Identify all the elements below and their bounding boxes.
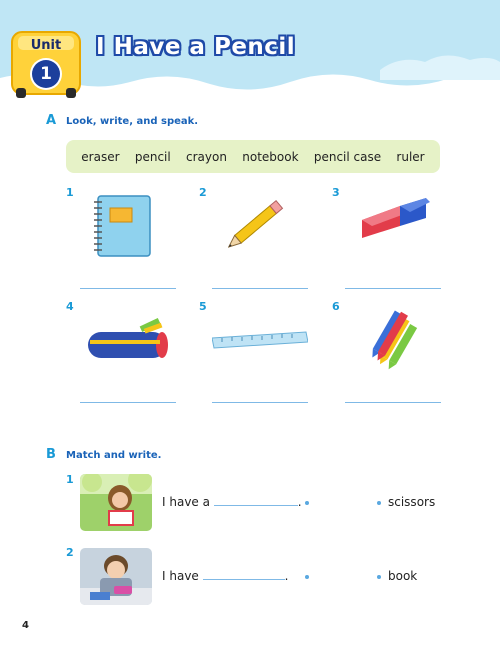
sentence-suffix: . bbox=[297, 495, 302, 509]
girl-reading-book-photo bbox=[80, 474, 152, 531]
section-b-letter: B bbox=[46, 447, 56, 462]
word-bank-item: notebook bbox=[242, 149, 299, 164]
word-bank-item: pencil bbox=[134, 149, 171, 164]
section-b-instruction: Match and write. bbox=[66, 450, 162, 461]
item-number: 2 bbox=[199, 186, 207, 199]
item-number: 6 bbox=[332, 300, 340, 313]
page-number: 4 bbox=[22, 620, 29, 631]
eraser-icon bbox=[356, 192, 430, 244]
section-a-instruction: Look, write, and speak. bbox=[66, 116, 199, 127]
sentence-prefix: I have a bbox=[162, 495, 210, 509]
boy-with-scissors-photo bbox=[80, 548, 152, 605]
item-number: 1 bbox=[66, 186, 74, 199]
match-answer: scissors bbox=[388, 495, 436, 509]
notebook-icon bbox=[90, 192, 154, 260]
item-number: 5 bbox=[199, 300, 207, 313]
unit-number: 1 bbox=[32, 60, 60, 88]
row-number: 2 bbox=[66, 546, 74, 559]
sentence-2 bbox=[162, 569, 288, 583]
crayons-icon bbox=[366, 308, 422, 372]
sentence-prefix: I have bbox=[162, 569, 199, 583]
unit-label: Unit bbox=[30, 38, 62, 53]
word-bank bbox=[66, 140, 440, 173]
section-a-letter: A bbox=[46, 113, 57, 128]
word-bank-item: ruler bbox=[396, 149, 425, 164]
page-title: I Have a Pencil bbox=[96, 34, 296, 60]
row-number: 1 bbox=[66, 473, 74, 486]
answer-line[interactable] bbox=[345, 402, 441, 403]
match-answer: book bbox=[388, 569, 418, 583]
answer-line[interactable] bbox=[80, 402, 176, 403]
sentence-blank[interactable] bbox=[203, 579, 285, 580]
answer-line[interactable] bbox=[212, 288, 308, 289]
item-number: 4 bbox=[66, 300, 74, 313]
match-dot-right[interactable] bbox=[377, 575, 381, 579]
match-dot-right[interactable] bbox=[377, 501, 381, 505]
match-dot-left[interactable] bbox=[305, 575, 309, 579]
pencil-icon bbox=[228, 192, 292, 252]
sentence-suffix: . bbox=[284, 569, 289, 583]
word-bank-item: pencil case bbox=[313, 149, 382, 164]
word-bank-item: crayon bbox=[186, 149, 227, 164]
pencil-case-icon bbox=[82, 318, 172, 364]
answer-line[interactable] bbox=[345, 288, 441, 289]
unit-badge bbox=[8, 28, 84, 102]
match-dot-left[interactable] bbox=[305, 501, 309, 505]
sentence-1 bbox=[162, 495, 302, 509]
sentence-blank[interactable] bbox=[214, 505, 298, 506]
word-bank-item: eraser bbox=[81, 149, 120, 164]
ruler-icon bbox=[212, 328, 308, 350]
item-number: 3 bbox=[332, 186, 340, 199]
answer-line[interactable] bbox=[212, 402, 308, 403]
answer-line[interactable] bbox=[80, 288, 176, 289]
